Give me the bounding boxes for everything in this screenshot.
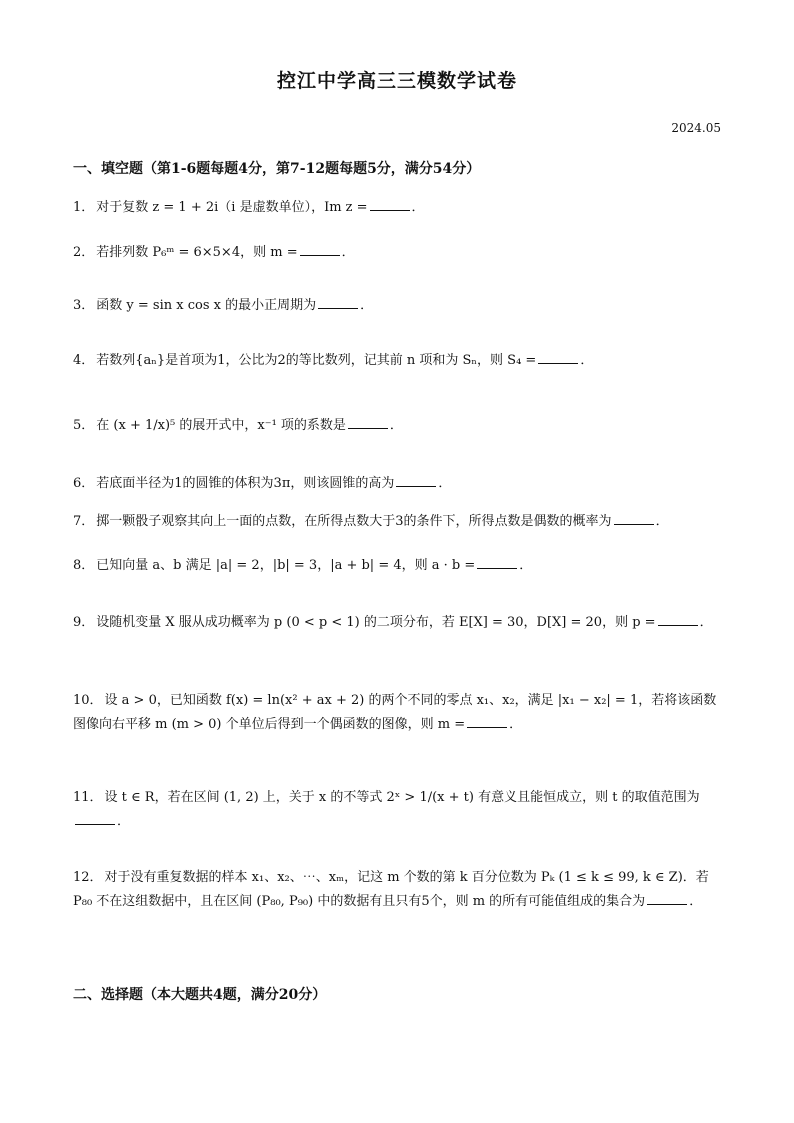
- question-9: [73, 611, 723, 635]
- question-end: ．: [438, 476, 452, 491]
- question-10: [73, 689, 723, 737]
- question-text: 已知向量 a、b 满足 |a| = 2，|b| = 3，|a + b| = 4，则 a · b =: [96, 558, 476, 573]
- question-number: 11．: [73, 790, 103, 805]
- question-text: 掷一颗骰子观察其向上一面的点数，在所得点数大于3的条件下，所得点数是偶数的概率为: [96, 514, 612, 529]
- answer-blank[interactable]: [467, 715, 507, 728]
- question-number: 3．: [73, 298, 95, 313]
- question-text: 若底面半径为1的圆锥的体积为3π，则该圆锥的高为: [96, 476, 395, 491]
- question-text: 设 a > 0，已知函数 f(x) = ln(x² + ax + 2) 的两个不同的零点 x₁、x₂，满足 |x₁ − x₂| = 1，若将该函数图像向右平移 m (m > 0) 个单位后得到一个偶函数的图像，则 m =: [73, 693, 717, 732]
- question-end: ．: [699, 615, 713, 630]
- question-number: 10．: [73, 693, 103, 708]
- page-title: 控江中学高三三模数学试卷: [276, 70, 517, 92]
- question-end: ．: [655, 514, 669, 529]
- answer-blank[interactable]: [370, 198, 410, 211]
- answer-blank[interactable]: [614, 512, 654, 525]
- question-number: 2．: [73, 245, 95, 260]
- question-text: 对于没有重复数据的样本 x₁、x₂、⋯、xₘ，记这 m 个数的第 k 百分位数为 Pₖ (1 ≤ k ≤ 99, k ∈ Z)．若 P₈₀ 不在这组数据中，且在区间 (P₈₀, P₉₀) 中的数据有且只有5个，则 m 的所有可能值组成的集合为: [73, 870, 709, 909]
- question-text: 对于复数 z = 1 + 2i（i 是虚数单位），Im z =: [96, 200, 368, 215]
- question-end: ．: [580, 353, 594, 368]
- question-text: 若数列{aₙ}是首项为1，公比为2的等比数列，记其前 n 项和为 Sₙ，则 S₄ =: [96, 353, 537, 368]
- question-text: 函数 y = sin x cos x 的最小正周期为: [96, 298, 317, 313]
- answer-blank[interactable]: [300, 243, 340, 256]
- question-5: [73, 414, 723, 438]
- answer-blank[interactable]: [348, 416, 388, 429]
- question-text: 若排列数 P₆ᵐ = 6×5×4，则 m =: [96, 245, 298, 260]
- question-6: [73, 472, 723, 496]
- question-number: 9．: [73, 615, 95, 630]
- section-multiple-choice-title: 二、选择题（本大题共4题，满分20分）: [73, 987, 327, 1003]
- answer-blank[interactable]: [538, 351, 578, 364]
- question-number: 8．: [73, 558, 95, 573]
- question-number: 1．: [73, 200, 95, 215]
- question-end: ．: [341, 245, 355, 260]
- question-3: [73, 294, 723, 318]
- question-end: ．: [360, 298, 374, 313]
- question-end: ．: [519, 558, 533, 573]
- answer-blank[interactable]: [75, 812, 115, 825]
- answer-blank[interactable]: [318, 296, 358, 309]
- question-12: [73, 866, 723, 914]
- answer-blank[interactable]: [647, 892, 687, 905]
- question-number: 12．: [73, 870, 103, 885]
- question-number: 4．: [73, 353, 95, 368]
- answer-blank[interactable]: [658, 613, 698, 626]
- question-text: 设 t ∈ R，若在区间 (1, 2) 上，关于 x 的不等式 2ˣ > 1/(x + t) 有意义且能恒成立，则 t 的取值范围为: [104, 790, 700, 805]
- question-7: [73, 510, 723, 534]
- question-4: [73, 349, 723, 373]
- question-text: 设随机变量 X 服从成功概率为 p (0 < p < 1) 的二项分布，若 E[X] = 30，D[X] = 20，则 p =: [96, 615, 656, 630]
- exam-date: 2024.05: [671, 121, 721, 135]
- question-number: 6．: [73, 476, 95, 491]
- question-end: ．: [509, 717, 523, 732]
- section-fill-in-title: 一、填空题（第1-6题每题4分，第7-12题每题5分，满分54分）: [73, 161, 481, 177]
- question-8: [73, 554, 723, 578]
- question-text: 在 (x + 1/x)⁵ 的展开式中，x⁻¹ 项的系数是: [96, 418, 346, 433]
- question-number: 7．: [73, 514, 95, 529]
- question-end: ．: [411, 200, 425, 215]
- question-2: [73, 241, 723, 265]
- question-end: ．: [389, 418, 403, 433]
- answer-blank[interactable]: [396, 474, 436, 487]
- question-end: ．: [689, 894, 703, 909]
- question-number: 5．: [73, 418, 95, 433]
- question-end: ．: [117, 814, 131, 829]
- question-11: [73, 786, 723, 834]
- answer-blank[interactable]: [477, 556, 517, 569]
- question-1: [73, 196, 723, 220]
